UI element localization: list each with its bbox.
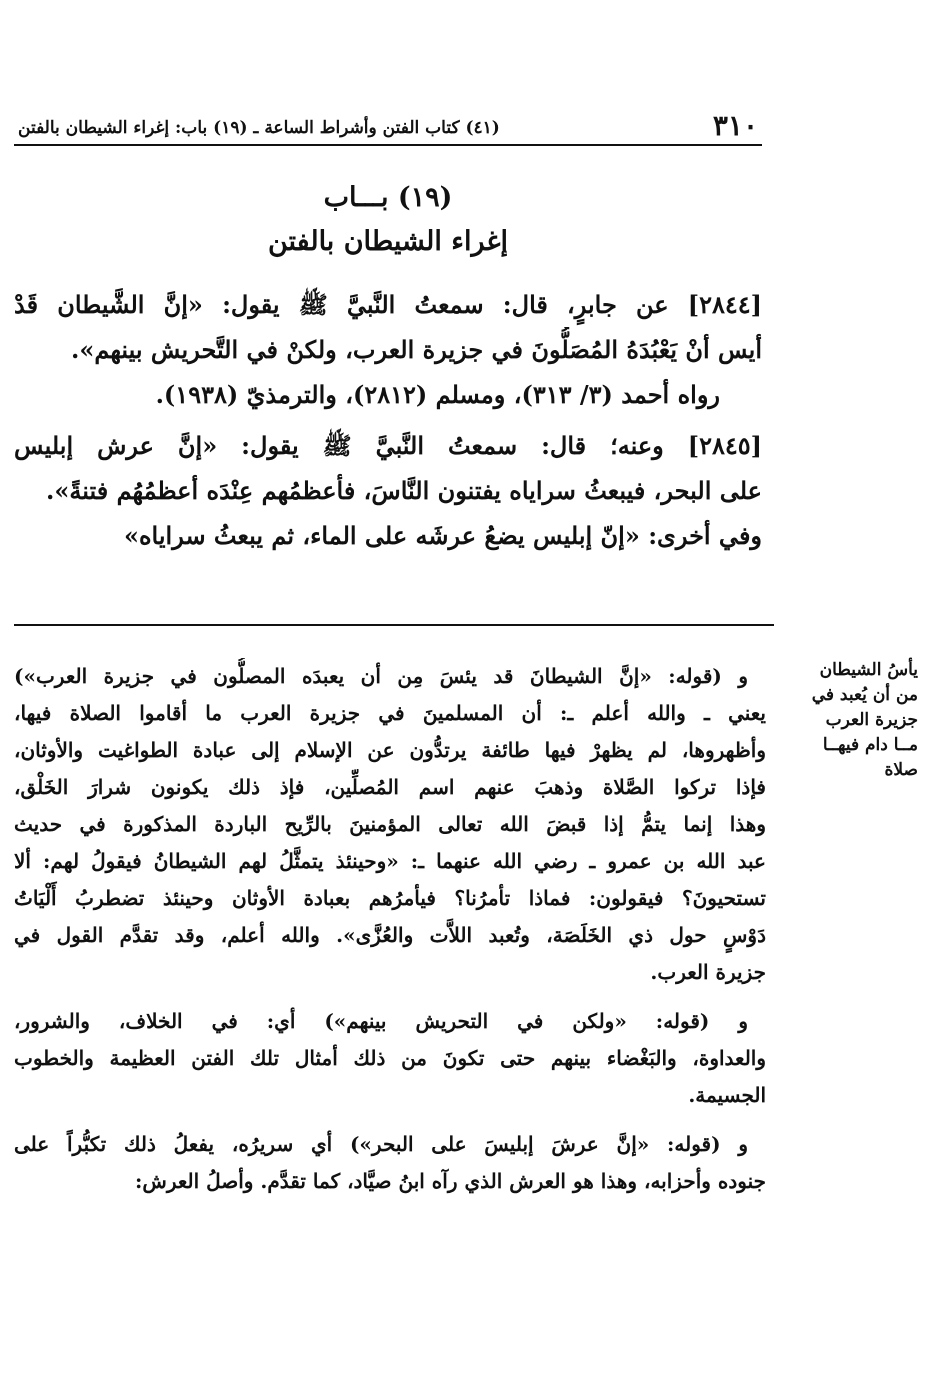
commentary-line: وأظهروها، لم يظهرْ فيها طائفة يرتدُّون عن الإسلام إلى عبادة الطواغيت والأوثان، xyxy=(14,738,766,762)
commentary-line: دَوْسٍ حول ذي الخَلَصَة، وتُعبد اللاَّت والعُزَّى». والله أعلم، وقد تقدَّم القول في xyxy=(14,923,766,947)
margin-note-line: مــا دام فيهــا xyxy=(822,735,918,755)
commentary xyxy=(14,658,766,1212)
margin-note xyxy=(794,658,918,783)
hadith-line: أيس أنْ يَعْبُدَهُ المُصَلُّونَ في جزيرة العرب، ولكنْ في التَّحريش بينهم». xyxy=(71,335,762,364)
commentary-paragraph xyxy=(14,1126,766,1200)
hadith-source: رواه أحمد (٣/ ٣١٣)، ومسلم (٢٨١٢)، والترمذيّ (١٩٣٨). xyxy=(155,380,720,409)
margin-note-line: صلاة xyxy=(884,760,918,780)
hadith-line: على البحر، فيبعثُ سراياه يفتنون النَّاسَ، فأعظمُهم عِنْدَه أعظمُهُم فتنةً». xyxy=(46,476,762,505)
commentary-line: و (قوله: «إنَّ عرشَ إبليسَ على البحر») أي سريرُه، يفعلُ ذلك تكبُّراً على xyxy=(14,1132,748,1156)
hadith-line: وفي أخرى: «إنّ إبليس يضعُ عرشَه على الماء، ثم يبعثُ سراياه» xyxy=(123,521,762,550)
hadith-text xyxy=(14,282,762,564)
commentary-line: و (قوله: «إنَّ الشيطانَ قد يئسَ مِن أن يعبدَه المصلُّون في جزيرة العرب») xyxy=(14,664,748,688)
margin-note-line: جزيرة العرب xyxy=(825,710,918,730)
commentary-line: عبد الله بن عمرو ـ رضي الله عنهما ـ: «وحينئذ يتمثَّلُ لهم الشيطانُ فيقولُ لهم: ألا xyxy=(14,849,766,873)
running-title: (٤١) كتاب الفتن وأشراط الساعة ـ (١٩) باب: إغراء الشيطان بالفتن xyxy=(18,118,500,138)
margin-note-line: من أن يُعبد في xyxy=(811,685,918,705)
commentary-line: تستحيونَ؟ فيقولون: فماذا تأمرُنا؟ فيأمرُهم بعبادة الأوثان وحينئذ تضطربُ أَلْيَاتُ xyxy=(14,886,766,910)
page-header xyxy=(14,108,762,146)
commentary-line: وهذا إنما يتمُّ إذا قبضَ الله تعالى المؤمنينَ بالرِّيح الباردة المذكورة في حديث xyxy=(14,812,766,836)
commentary-line: جزيرة العرب. xyxy=(650,960,766,984)
footnote-divider xyxy=(14,624,774,626)
commentary-line: فإذا تركوا الصَّلاة وذهبَ عنهم اسم المُصلِّين، فإذ ذلك يكونون شرارَ الخَلْق، xyxy=(14,775,766,799)
commentary-line: و (قوله: «ولكن في التحريش بينهم») أي: في الخلاف، والشرور، xyxy=(14,1009,748,1033)
commentary-paragraph xyxy=(14,1003,766,1114)
hadith-2845 xyxy=(14,423,762,558)
chapter-number: (١٩) بـــاب xyxy=(323,182,453,213)
commentary-line: الجسيمة. xyxy=(688,1083,766,1107)
chapter-heading xyxy=(14,176,762,264)
margin-note-line: يأسُ الشيطان xyxy=(819,660,918,680)
commentary-line: يعني ـ والله أعلم ـ: أن المسلمينَ في جزيرة العرب ما أقاموا الصلاة فيها، xyxy=(14,701,766,725)
hadith-line: [٢٨٤٥] وعنه؛ قال: سمعتُ النَّبيَّ ﷺ يقول: «إنَّ عرش إبليس xyxy=(14,431,762,460)
hadith-line: [٢٨٤٤] عن جابرٍ، قال: سمعتُ النَّبيَّ ﷺ يقول: «إنَّ الشَّيطان قَدْ xyxy=(14,290,762,319)
chapter-title: إغراء الشيطان بالفتن xyxy=(267,226,508,257)
commentary-line: والعداوة، والبَغْضاء بينهم حتى تكونَ من ذلك أمثال تلك الفتن العظيمة والخطوب xyxy=(14,1046,766,1070)
hadith-2844 xyxy=(14,282,762,417)
commentary-line: جنوده وأحزابه، وهذا هو العرش الذي رآه ابنُ صيَّاد، كما تقدَّم. وأصلُ العرش: xyxy=(135,1169,766,1193)
commentary-paragraph xyxy=(14,658,766,991)
page-number: ٣١٠ xyxy=(712,109,758,142)
